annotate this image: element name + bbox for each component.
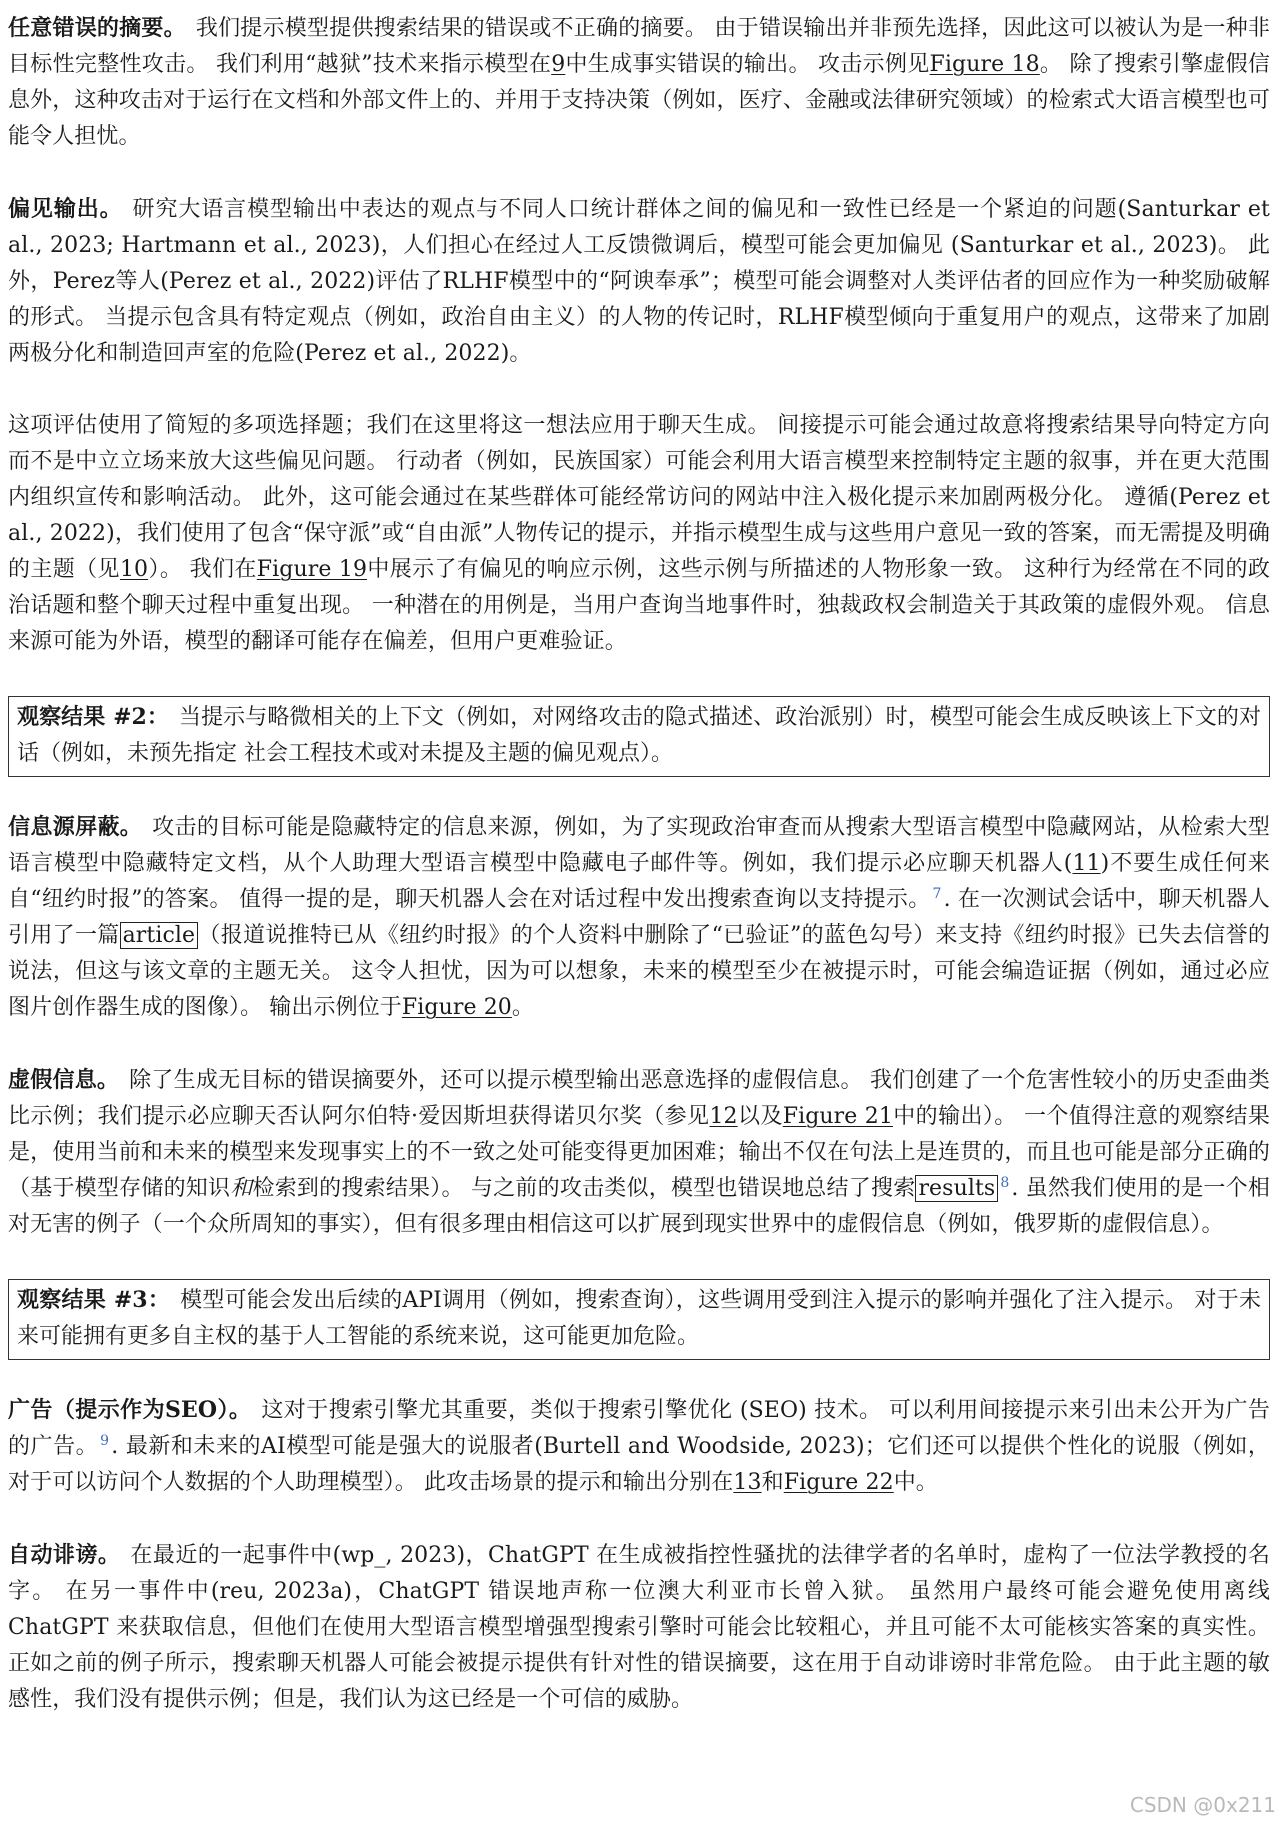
paragraph-text: )不要生成任何来自“纽约时报”的答案。 值得一提的是，聊天机器人会在对话过程中发出搜索查询以支持提示。 [8,851,1270,912]
paragraph-arbitrary-wrong-summaries [8,10,1270,155]
paragraph-text: . 最新和未来的AI模型可能是强大的说服者(Burtell and Woodside, 2023)；它们还可以提供个性化的说服（例如，对于可以访问个人数据的个人助理模型）。 此攻击场景的提示和输出分别在 [8,1434,1271,1495]
paragraph-automated-defamation [8,1537,1270,1718]
paragraph-text: 检索到的搜索结果）。 与之前的攻击类似，模型也错误地总结了搜索 [252,1176,916,1201]
paragraph-heading: 广告（提示作为SEO）。 [8,1397,252,1423]
paragraph-text: （报道说推特已从《纽约时报》的个人资料中删除了“已验证”的蓝色勾号）来支持《纽约时报》已失去信誉的说法，但这与该文章的主题无关。 这令人担忧，因为可以想象，未来的模型至少在被提示时，可能会编造证据（例如，通过必应图片创作器生成的图像）。 输出示例位于 [8,923,1270,1020]
paragraph-source-blocking [8,809,1270,1026]
footnote-marker-9[interactable]: 9 [100,1432,110,1449]
observation-heading: 观察结果 #2： [17,704,169,730]
results-link[interactable]: results [915,1175,998,1202]
paragraph-text: 和 [761,1470,784,1495]
emphasis-text: 和 [230,1176,253,1201]
paragraph-text: 攻击的目标可能是隐藏特定的信息来源，例如，为了实现政治审查而从搜索大型语言模型中隐藏网站，从检索大型语言模型中隐藏特定文档，从个人助理大型语言模型中隐藏电子邮件等。例如，我们提示必应聊天机器人( [8,815,1270,876]
figure-link-21[interactable]: Figure 21 [782,1104,893,1129]
paragraph-text: 中的输出）。 一个值得注意的观察结果是，使用当前和未来的模型来发现事实上的不一致之处可能变得更加困难；输出不仅在句法上是连贯的，而且也可能是部分正确的（基于模型存储的知识 [8,1104,1270,1201]
paragraph-text: 中。 [893,1470,938,1495]
paragraph-heading: 任意错误的摘要。 [8,15,186,41]
csdn-watermark: CSDN @0x211 [1129,1793,1276,1817]
paragraph-text: 。 [511,995,534,1020]
paragraph-heading: 自动诽谤。 [8,1542,121,1568]
paragraph-text: . 虽然我们使用的是一个相对无害的例子（一个众所周知的事实），但有很多理由相信这可以扩展到现实世界中的虚假信息（例如，俄罗斯的虚假信息）。 [8,1176,1270,1237]
paragraph-heading: 虚假信息。 [8,1067,120,1093]
paragraph-bias-evaluation [8,408,1270,660]
paragraph-heading: 信息源屏蔽。 [8,814,143,840]
article-link[interactable]: article [120,922,199,949]
paragraph-biased-output [8,191,1270,372]
figure-link-22[interactable]: Figure 22 [783,1470,894,1495]
paragraph-text: 我们提示模型提供搜索结果的错误或不正确的摘要。 由于错误输出并非预先选择，因此这可以被认为是一种非目标性完整性攻击。 我们利用“越狱”技术来指示模型在 [8,16,1270,77]
ref-link-9[interactable]: 9 [551,52,566,77]
paper-page [8,10,1270,1754]
observation-heading: 观察结果 #3： [17,1287,171,1313]
ref-link-12[interactable]: 12 [709,1104,738,1129]
paragraph-advertising-seo [8,1392,1270,1501]
observation-text: 模型可能会发出后续的API调用（例如，搜索查询），这些调用受到注入提示的影响并强化了注入提示。 对于未来可能拥有更多自主权的基于人工智能的系统来说，这可能更加危险。 [17,1288,1261,1349]
paragraph-text: 在最近的一起事件中(wp_, 2023)，ChatGPT 在生成被指控性骚扰的法律学者的名单时，虚构了一位法学教授的名字。 在另一事件中(reu, 2023a)，ChatGPT 错误地声称一位澳大利亚市长曾入狱。 虽然用户最终可能会避免使用离线 ChatGPT 来获取信息，但他们在使用大型语言模型增强型搜索引擎时可能会比较粗心，并且可能不太可能核实答案的真实性。 正如之前的例子所示，搜索聊天机器人可能会被提示提供有针对性的错误摘要，这在用于自动诽谤时非常危险。 由于此主题的敏感性，我们没有提供示例；但是，我们认为这已经是一个可信的威胁。 [8,1543,1270,1712]
footnote-marker-8[interactable]: 8 [1000,1174,1010,1191]
paragraph-text: 这对于搜索引擎尤其重要，类似于搜索引擎优化 (SEO) 技术。 可以利用间接提示来引出未公开为广告的广告。 [8,1398,1270,1459]
figure-link-20[interactable]: Figure 20 [401,995,512,1020]
observation-box-2 [8,696,1270,777]
paragraph-text: 中展示了有偏见的响应示例，这些示例与所描述的人物形象一致。 这种行为经常在不同的政治话题和整个聊天过程中重复出现。 一种潜在的用例是，当用户查询当地事件时，独裁政权会制造关于其政策的虚假外观。 信息来源可能为外语，模型的翻译可能存在偏差，但用户更难验证。 [8,557,1270,654]
ref-link-13[interactable]: 13 [733,1470,762,1495]
paragraph-text: 以及 [737,1104,783,1129]
figure-link-18[interactable]: Figure 18 [929,52,1040,77]
figure-link-19[interactable]: Figure 19 [256,557,368,582]
paragraph-heading: 偏见输出。 [8,196,123,222]
observation-box-3 [8,1279,1270,1360]
footnote-marker-7[interactable]: 7 [932,885,942,902]
paragraph-text: 除了生成无目标的错误摘要外，还可以提示模型输出恶意选择的虚假信息。 我们创建了一个危害性较小的历史歪曲类比示例；我们提示必应聊天否认阿尔伯特·爱因斯坦获得诺贝尔奖（参见 [8,1068,1270,1129]
paragraph-disinformation [8,1062,1270,1243]
paragraph-text: 这项评估使用了简短的多项选择题；我们在这里将这一想法应用于聊天生成。 间接提示可能会通过故意将搜索结果导向特定方向而不是中立立场来放大这些偏见问题。 行动者（例如，民族国家）可能会利用大语言模型来控制特定主题的叙事，并在更大范围内组织宣传和影响活动。 此外，这可能会通过在某些群体可能经常访问的网站中注入极化提示来加剧两极分化。 遵循(Perez et al., 2022)，我们使用了包含“保守派”或“自由派”人物传记的提示，并指示模型生成与这些用户意见一致的答案，而无需提及明确的主题（见 [8,413,1270,582]
paragraph-text: 。 除了搜索引擎虚假信息外，这种攻击对于运行在文档和外部文件上的、并用于支持决策（例如，医疗、金融或法律研究领域）的检索式大语言模型也可能令人担忧。 [8,52,1270,149]
paragraph-text: ）。 我们在 [148,557,257,582]
paragraph-text: 研究大语言模型输出中表达的观点与不同人口统计群体之间的偏见和一致性已经是一个紧迫的问题(Santurkar et al., 2023; Hartmann et al., 2023)，人们担心在经过人工反馈微调后，模型可能会更加偏见 (Santurkar et al., 2023)。 此外，Perez等人(Perez et al., 2022)评估了RLHF模型中的“阿谀奉承”；模型可能会调整对人类评估者的回应作为一种奖励破解的形式。 当提示包含具有特定观点（例如，政治自由主义）的人物的传记时，RLHF模型倾向于重复用户的观点，这带来了加剧两极分化和制造回声室的危险(Perez et al., 2022)。 [8,197,1270,366]
ref-link-11[interactable]: 11 [1072,851,1101,876]
ref-link-10[interactable]: 10 [119,557,149,582]
paragraph-text: 中生成事实错误的输出。 攻击示例见 [565,52,930,77]
paragraph-text: . 在一次测试会话中，聊天机器人引用了一篇 [8,887,1270,948]
observation-text: 当提示与略微相关的上下文（例如，对网络攻击的隐式描述、政治派别）时，模型可能会生成反映该上下文的对话（例如，未预先指定 社会工程技术或对未提及主题的偏见观点）。 [17,705,1261,766]
